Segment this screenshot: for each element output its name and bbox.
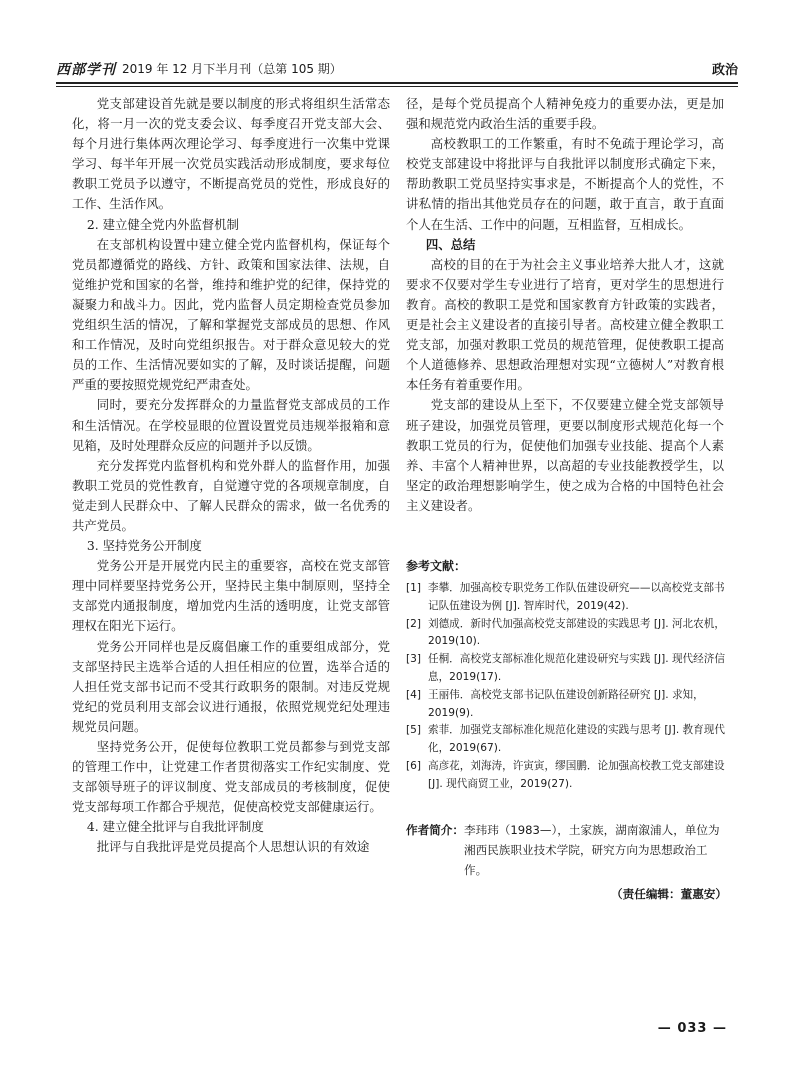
header-rule-thin: [56, 86, 738, 87]
page-number: — 033 —: [657, 1021, 727, 1036]
reference-number: [2]: [406, 617, 422, 630]
right-column: [406, 94, 724, 516]
paragraph: 高校的目的在于为社会主义事业培养大批人才，这就要求不仅要对学生专业进行了培育，更对学生的思想进行教育。高校的教职工是党和国家教育方针政策的实践者，更是社会主义建设者的直接引导者。高校建立健全教职工党支部，加强对教职工党员的规范管理，促使教职工提高个人道德修养、思想政治理想对实现“立德树人”对教育根本任务有着重要作用。: [406, 256, 724, 393]
section-tag: 政治: [711, 63, 738, 78]
reference-number: [3]: [406, 653, 422, 666]
reference-text: 李攀．加强高校专职党务工作队伍建设研究——以高校党支部书记队伍建设为例 [J]. 智库时代，2019(42).: [428, 582, 725, 612]
subheading: 4. 建立健全批评与自我批评制度: [86, 819, 264, 835]
paragraph: 充分发挥党内监督机构和党外群人的监督作用，加强教职工党员的党性教育，自觉遵守党的各项规章制度，自觉走到人民群众中、了解人民群众的需求，做一名优秀的共产党员。: [72, 457, 390, 533]
paragraph: 高校教职工的工作繁重，有时不免疏于理论学习，高校党支部建设中将批评与自我批评以制度形式确定下来，帮助教职工党员坚持实事求是，不断提高个人的党性，不讲私情的指出其他党员存在的问题，敢于直言，敢于直面个人在生活、工作中的问题，互相监督，互相成长。: [406, 136, 724, 232]
reference-item: [406, 758, 728, 794]
paragraph: 在支部机构设置中建立健全党内监督机构，保证每个党员都遵循党的路线、方针、政策和国家法律、法规，自觉维护党和国家的名誉，维持和维护党的纪律，保持党的凝聚力和战斗力。因此，党内监督人员定期检查党员参加党组织生活的情况，了解和掌握党支部成员的思想、作风和工作情况，及时向党组织报告。对于群众意见较大的党员的工作、生活情况要如实的了解，及时谈话提醒，问题严重的要按照党规党纪严肃查处。: [72, 236, 390, 393]
paragraph: 坚持党务公开，促使每位教职工党员都参与到党支部的管理工作中，让党建工作者贯彻落实工作纪实制度、党支部领导班子的评议制度、党支部成员的考核制度，促使党支部每项工作都合乎规范，促使高校党支部健康运行。: [72, 739, 390, 815]
left-column: [72, 94, 390, 858]
references-title: 参考文献：: [406, 559, 467, 573]
reference-text: 任桐．高校党支部标准化规范化建设研究与实践 [J]. 现代经济信息，2019(17).: [428, 653, 725, 683]
reference-item: [406, 687, 728, 723]
paragraph: 批评与自我批评是党员提高个人思想认识的有效途: [96, 839, 370, 855]
reference-item: [406, 616, 728, 652]
reference-number: [5]: [406, 724, 422, 737]
paragraph: 径，是每个党员提高个人精神免疫力的重要办法，更是加强和规范党内政治生活的重要手段。: [406, 96, 724, 132]
subheading: 2. 建立健全党内外监督机制: [86, 216, 239, 232]
author-bio: [406, 820, 728, 880]
reference-item: [406, 651, 728, 687]
author-text: 李玮玮（1983—），土家族，湖南溆浦人，单位为湘西民族职业技术学院，研究方向为思想政治工作。: [464, 823, 720, 877]
reference-item: [406, 722, 728, 758]
subheading: 3. 坚持党务公开制度: [86, 538, 202, 554]
paragraph: 同时，要充分发挥群众的力量监督党支部成员的工作和生活情况。在学校显眼的位置设置党员违规举报箱和意见箱，及时处理群众反应的问题并予以反馈。: [72, 397, 390, 453]
section-heading: 四、总结: [425, 236, 476, 252]
page-header: [56, 58, 738, 80]
reference-number: [1]: [406, 582, 422, 594]
editor-credit: （责任编辑：董惠安）: [611, 887, 727, 901]
reference-item: [406, 580, 728, 616]
reference-text: 王丽伟．高校党支部书记队伍建设创新路径研究 [J]. 求知，2019(9).: [428, 688, 704, 719]
reference-text: 刘德成．新时代加强高校党支部建设的实践思考 [J]. 河北农机，2019(10).: [428, 617, 725, 648]
journal-name: 西部学刊: [56, 62, 116, 78]
header-rule: [56, 82, 738, 84]
reference-number: [6]: [406, 759, 422, 772]
paragraph: 党务公开同样也是反腐倡廉工作的重要组成部分，党支部坚持民主选举合适的人担任相应的位置，选举合适的人担任党支部书记而不受其行政职务的限制。对违反党规党纪的党员利用支部会议进行通报，依照党规党纪处理违规党员问题。: [72, 638, 390, 734]
paragraph: 党支部建设首先就是要以制度的形式将组织生活常态化，将一月一次的党支委会议、每季度召开党支部大会、每个月进行集体两次理论学习、每季度进行一次集中党课学习、每半年开展一次党员实践活动形成制度，要求每位教职工党员予以遵守，不断提高党员的党性，形成良好的工作、生活作风。: [72, 96, 390, 212]
reference-number: [4]: [406, 688, 422, 701]
reference-text: 高彦花，刘海涛，许寅寅，缪国鹏．论加强高校教工党支部建设 [J]. 现代商贸工业，2019(27).: [428, 759, 725, 790]
paragraph: 党务公开是开展党内民主的重要容，高校在党支部管理中同样要坚持党务公开，坚持民主集中制原则，坚持全支部党内通报制度，增加党内生活的透明度，让党支部管理权在阳光下运行。: [72, 558, 390, 634]
author-label: 作者简介：: [406, 823, 464, 837]
reference-text: 索菲．加强党支部标准化规范化建设的实践与思考 [J]. 教育现代化，2019(67).: [428, 724, 725, 755]
issue-info: 2019 年 12 月下半月刊（总第 105 期）: [122, 62, 342, 76]
references-list: [406, 580, 728, 794]
paragraph: 党支部的建设从上至下，不仅要建立健全党支部领导班子建设，加强党员管理，更要以制度形式规范化每一个教职工党员的行为，促使他们加强专业技能、提高个人素养、丰富个人精神世界，以高超的专业技能教授学生，以坚定的政治理想影响学生，使之成为合格的中国特色社会主义建设者。: [406, 397, 724, 513]
